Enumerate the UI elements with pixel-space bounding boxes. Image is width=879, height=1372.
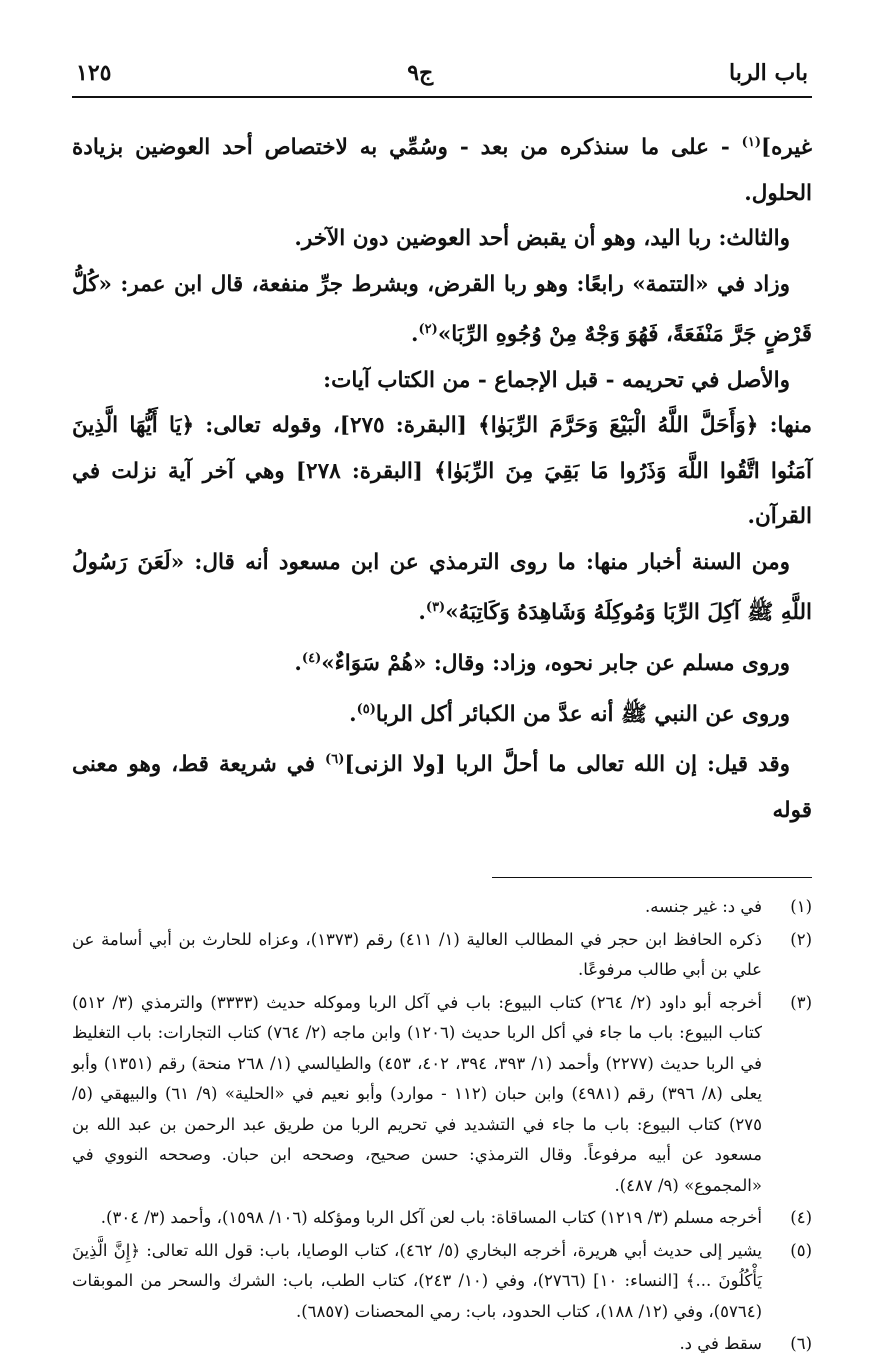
paragraph: والثالث: ربا اليد، وهو أن يقبض أحد العوضين دون الآخر.: [294, 226, 790, 252]
footnote-ref: (٥): [356, 701, 376, 717]
footnotes: [72, 892, 812, 1360]
paragraph: وروى عن النبي ﷺ أنه عدَّ من الكبائر أكل الربا$^{(٥)}$.: [349, 701, 790, 727]
footnote-number: (٣): [790, 992, 812, 1012]
footnote-text: أخرجه أبو داود (٢/ ٢٦٤) كتاب البيوع: باب في آكل الربا وموكله حديث (٣٣٣٣) والترمذي (٣/ ٥١٢) كتاب البيوع: باب ما جاء في أكل الربا حديث (١٢٠٦) وابن ماجه (٢/ ٧٦٤) كتاب التجارات: باب التغليظ في الربا حديث (٢٢٧٧) وأحمد (١/ ٣٩٣، ٣٩٤، ٤٠٢، ٤٥٣) والطيالسي (١/ ٢٦٨ منحة) رقم (١٣٥١) وأبو يعلى (٨/ ٣٩٦) رقم (٤٩٨١) وابن حبان (١١٢ - موارد) وأبو نعيم في «الحلية» (٩/ ٦١) والبيهقي (٥/ ٢٧٥) كتاب البيوع: باب ما جاء في التشديد في تحريم الربا من طريق عبد الرحمن بن عبد الله بن مسعود عن أبيه مرفوعاً. وقال الترمذي: حسن صحيح، وصححه ابن حبان. وصححه النووي في «المجموع» (٩/ ٤٨٧).: [72, 992, 762, 1195]
paragraph: وزاد في «التتمة» رابعًا: وهو ربا القرض، وبشرط جرِّ منفعة، قال ابن عمر: «كُلُّ قَرْضٍ جَرَّ مَنْفَعَةً، فَهُوَ وَجْهٌ مِنْ وُجُوهِ الرِّبَا»$^{(٢)}$.: [72, 271, 812, 348]
book-page: [72, 60, 812, 1362]
footnote-text: يشير إلى حديث أبي هريرة، أخرجه البخاري (٥/ ٤٦٢)، كتاب الوصايا، باب: قول الله تعالى: ﴿إِنَّ الَّذِينَ يَأْكُلُونَ ...﴾ [النساء: ١٠] (٢٧٦٦)، وفي (١٠/ ٢٤٣)، كتاب الطب، باب: الشرك والسحر من الموبقات (٥٧٦٤)، وفي (١٢/ ١٨٨)، كتاب الحدود، باب: رمي المحصنات (٦٨٥٧).: [72, 1240, 763, 1321]
footnote-ref: (٤): [301, 650, 322, 666]
page-header: [72, 60, 812, 98]
page-number: ١٢٥: [76, 60, 112, 86]
footnote-ref: (٦): [325, 752, 345, 768]
paragraph: غيره]$^{(١)}$ - على ما سنذكره من بعد - وسُمِّي به لاختصاص أحد العوضين بزيادة الحلول.: [72, 135, 812, 206]
footnote-text: ذكره الحافظ ابن حجر في المطالب العالية (١/ ٤١١) رقم (١٣٧٣)، وعزاه للحارث بن أبي أسامة عن علي بن أبي طالب مرفوعًا.: [72, 929, 763, 980]
main-text: [72, 120, 812, 833]
footnote: [72, 925, 812, 986]
volume-number: ج٩: [407, 60, 434, 86]
paragraph: ومن السنة أخبار منها: ما روى الترمذي عن ابن مسعود أنه قال: «لَعَنَ رَسُولُ اللَّهِ ﷺ آكِلَ الرِّبَا وَمُوكِلَهُ وَشَاهِدَهُ وَكَاتِبَهُ»$^{(٣)}$.: [72, 549, 812, 626]
footnote-number: (١): [790, 897, 812, 917]
paragraph: وقد قيل: إن الله تعالى ما أحلَّ الربا [ولا الزنى]$^{(٦)}$ في شريعة قط، وهو معنى قوله: [72, 752, 812, 823]
footnote: [72, 892, 812, 923]
footnote-ref: (١): [741, 135, 761, 150]
footnote-number: (٥): [790, 1240, 812, 1260]
footnote-text: سقط في د.: [679, 1334, 762, 1354]
footnote-ref: (٣): [425, 600, 446, 616]
footnote: [72, 1236, 812, 1328]
footnote-number: (٦): [790, 1334, 812, 1354]
footnote-number: (٢): [790, 929, 812, 949]
footnote: [72, 988, 812, 1202]
footnote-text: أخرجه مسلم (٣/ ١٢١٩) كتاب المساقاة: باب لعن آكل الربا ومؤكله (١٠٦/ ١٥٩٨)، وأحمد (٣/ ٣٠٤).: [100, 1208, 762, 1228]
footnote-ref: (٢): [418, 322, 438, 338]
paragraph: وروى مسلم عن جابر نحوه، وزاد: وقال: «هُمْ سَوَاءٌ»$^{(٤)}$.: [294, 650, 790, 677]
footnote: [72, 1203, 812, 1234]
footnote-text: في د: غير جنسه.: [645, 897, 762, 917]
footnote: [72, 1329, 812, 1360]
footnote-number: (٤): [790, 1208, 812, 1228]
footnote-separator: [492, 877, 812, 878]
paragraph: والأصل في تحريمه - قبل الإجماع - من الكتاب آيات:: [323, 367, 790, 393]
chapter-title: باب الربا: [729, 60, 808, 86]
paragraph: منها: ﴿وَأَحَلَّ اللَّهُ الْبَيْعَ وَحَرَّمَ الرِّبَوٰا﴾ [البقرة: ٢٧٥]، وقوله تعالى: ﴿يَا أَيُّهَا الَّذِينَ آمَنُوا اتَّقُوا اللَّهَ وَذَرُوا مَا بَقِيَ مِنَ الرِّبَوٰا﴾ [البقرة: ٢٧٨] وهي آخر آية نزلت في القرآن.: [72, 413, 812, 530]
